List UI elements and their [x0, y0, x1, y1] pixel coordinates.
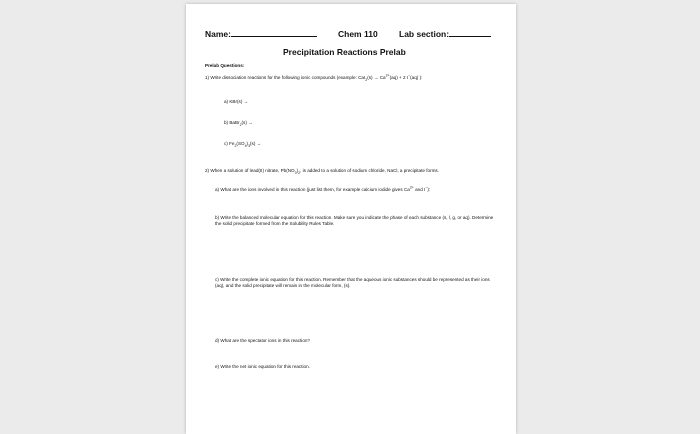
- lab-section-label: Lab section:: [399, 29, 450, 39]
- q2-item-e: e) Write the net ionic equation for this reaction.: [215, 364, 310, 369]
- page-title: Precipitation Reactions Prelab: [283, 47, 406, 57]
- q1-item-c: c) $Fe_2(SO_4)_3(s)$ →: [224, 141, 262, 148]
- q1-item-b: b) BaBr$_2$(s) →: [224, 120, 253, 127]
- q2-item-a: a) What are the ions involved in this reaction (just list them, for example calcium iodide gives $Ca^{2+}$ and I−):: [215, 185, 431, 192]
- name-field: [205, 29, 317, 39]
- q2-item-b: b) Write the balanced molecular equation for this reaction. Make sure you indicate the phase of each substance (s, l, g, or aq). Determine the solid precipitate formed from the Solubility Rules Table.: [215, 215, 494, 226]
- document-page: [186, 4, 516, 434]
- q1-prompt: 1) Write dissociation reactions for the following ionic compounds (example: $CaI_2(s) \to Ca^{2+}(aq) + 2$ I−(aq) ):: [205, 73, 423, 82]
- lab-section-blank: [449, 30, 491, 37]
- q2-item-d: d) What are the spectator ions in this reaction?: [215, 338, 310, 343]
- lab-section-field: [399, 29, 491, 39]
- prelab-heading: Prelab Questions:: [205, 63, 245, 68]
- name-label: Name:: [205, 29, 231, 39]
- name-blank: [231, 30, 317, 37]
- q1-item-a: a) KBr(s) →: [224, 99, 249, 104]
- q2-intro: 2) When a solution of lead(II) nitrate, $Pb(NO_3)_2$, is added to a solution of sodium chloride, NaCl, a precipitate forms.: [205, 168, 439, 175]
- q2-item-c: c) Write the complete ionic equation for this reaction. Remember that the aqueous ionic substances should be represented as their ions (aq), and the solid precipitate will remain in the molecular form, (s).: [215, 277, 490, 288]
- course-label: Chem 110: [338, 29, 378, 39]
